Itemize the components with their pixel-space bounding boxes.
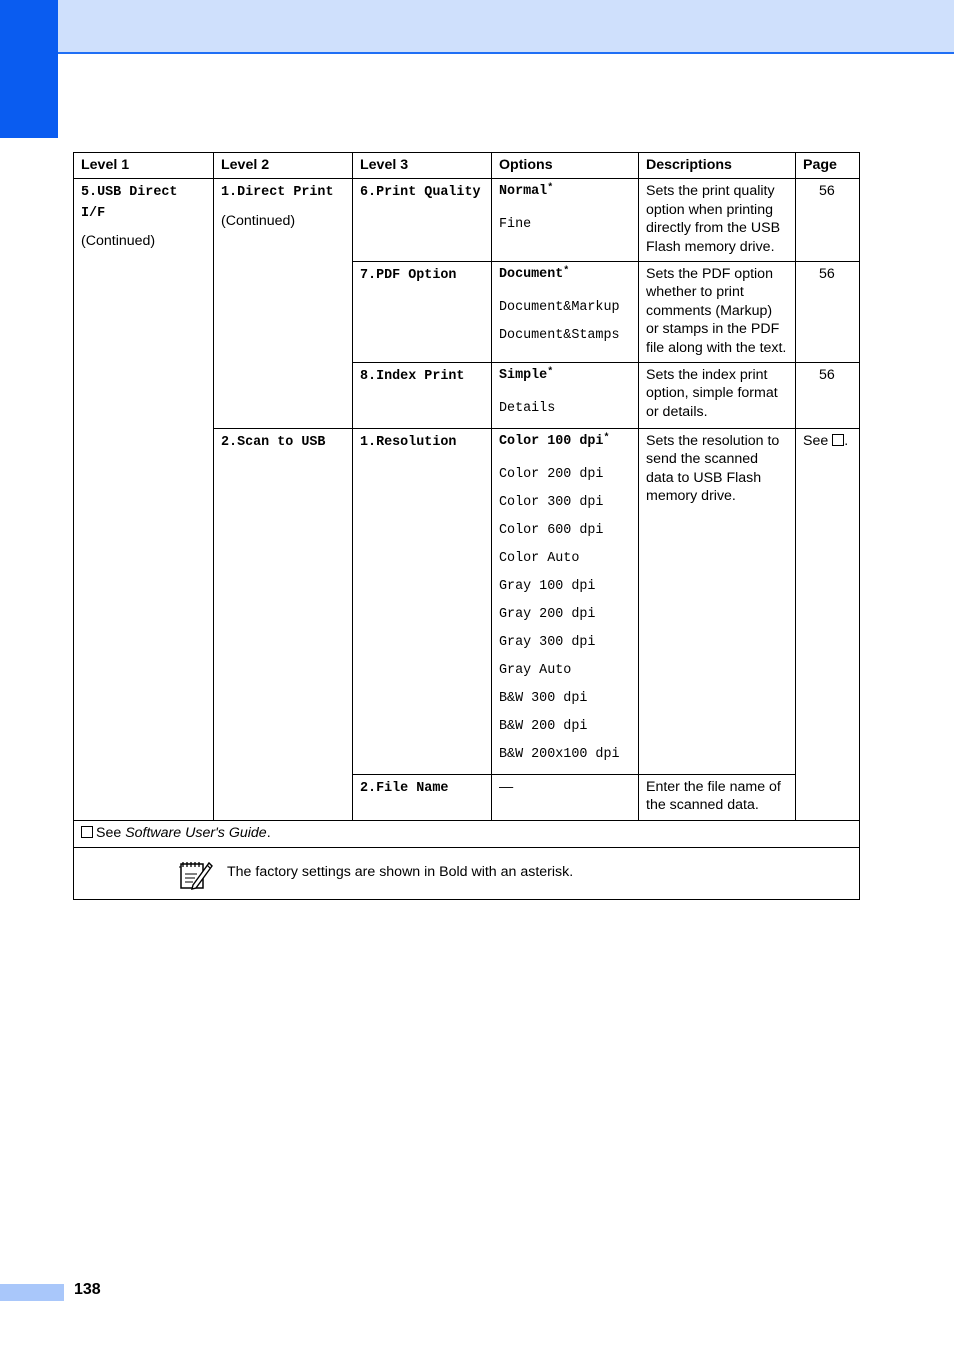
header-options: Options [492,153,639,179]
options-cell [492,429,639,775]
level1-continued: (Continued) [81,233,156,250]
menu-settings-table [73,152,860,900]
level3-cell [353,363,492,429]
see-note-prefix: See [96,824,126,841]
factory-note-row [74,848,860,900]
option-item: Gray Auto [499,663,572,679]
default-option: Normal* [499,183,554,200]
factory-note-cell [74,848,860,900]
option-item: Color 300 dpi [499,495,604,511]
table-header-row [74,153,860,179]
option-item: Color 200 dpi [499,467,604,483]
option-item: Gray 200 dpi [499,607,596,623]
option-item: Fine [499,217,532,233]
level2-scan-cell [214,429,353,821]
see-note-row [74,820,860,847]
option-item: B&W 300 dpi [499,691,588,707]
footer-page-tab [0,1284,64,1301]
description-cell: Sets the resolution to send the scanned data to USB Flash memory drive. [639,429,796,775]
header-level3: Level 3 [353,153,492,179]
level3-print-quality: 6.Print Quality [360,185,481,201]
see-note-suffix: . [266,824,271,841]
level3-cell [353,429,492,775]
option-item: Document&Markup [499,300,620,316]
level3-cell [353,179,492,262]
level1-cell [74,179,214,820]
chapter-tab-block [0,0,58,138]
page-cell: 56 [796,262,860,363]
options-cell [492,179,639,262]
option-item: Color Auto [499,551,580,567]
level2-direct-code: 1.Direct Print [221,185,334,201]
option-item: B&W 200 dpi [499,719,588,735]
options-cell [492,363,639,429]
see-note-guide: Software User's Guide [125,824,267,841]
option-item: Details [499,401,556,417]
level3-pdf-option: 7.PDF Option [360,268,457,284]
default-option: Simple* [499,367,554,384]
page-number: 138 [74,1281,101,1298]
see-prefix: See [803,433,829,450]
page-cell: 56 [796,363,860,429]
level2-scan-code: 2.Scan to USB [221,435,326,451]
description-cell: Sets the print quality option when printing directly from the USB Flash memory drive. [639,179,796,262]
option-item: Gray 300 dpi [499,635,596,651]
page-cell: 56 [796,179,860,262]
level3-cell [353,775,492,821]
description-cell: Enter the file name of the scanned data. [639,775,796,821]
header-descriptions: Descriptions [639,153,796,179]
options-cell [492,262,639,363]
level1-code: 5.USB Direct I/F [81,185,178,221]
reference-box-icon [832,434,844,446]
description-cell: Sets the index print option, simple format or details. [639,363,796,429]
page-cell-see [796,429,860,821]
default-option: Document* [499,266,570,283]
header-band [58,0,954,54]
factory-note-text: The factory settings are shown in Bold with an asterisk. [227,864,574,881]
option-item: B&W 200x100 dpi [499,747,620,763]
header-level2: Level 2 [214,153,353,179]
option-item: Color 600 dpi [499,523,604,539]
level3-cell [353,262,492,363]
default-option: Color 100 dpi* [499,433,610,450]
see-note-cell [74,820,860,847]
see-suffix: . [844,433,849,450]
level2-continued: (Continued) [221,212,296,229]
option-item: Document&Stamps [499,328,620,344]
header-page: Page [796,153,860,179]
reference-box-icon [81,826,93,838]
level3-file-name: 2.File Name [360,781,449,797]
level2-direct-cell [214,179,353,429]
options-cell [492,775,639,821]
header-level1: Level 1 [74,153,214,179]
note-pencil-icon [179,858,213,890]
option-dash: — [499,779,514,796]
level3-resolution: 1.Resolution [360,435,457,451]
table-row [74,179,860,262]
level3-index-print: 8.Index Print [360,369,465,385]
option-item: Gray 100 dpi [499,579,596,595]
description-cell: Sets the PDF option whether to print comments (Markup) or stamps in the PDF file along with the text. [639,262,796,363]
